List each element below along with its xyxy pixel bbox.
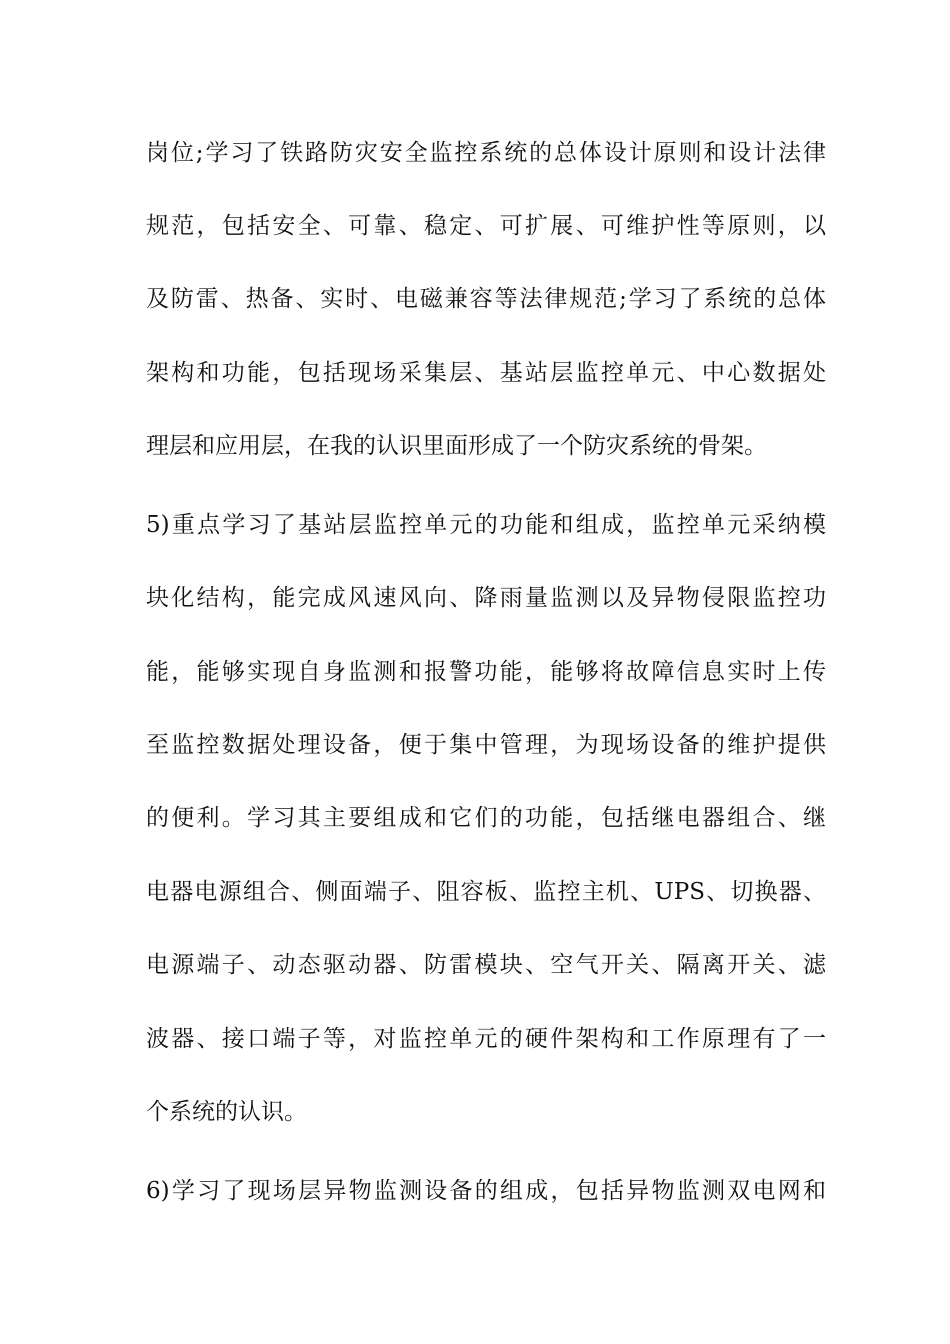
text-line: 能，能够实现自身监测和报警功能，能够将故障信息实时上传 xyxy=(146,659,826,685)
text-line: 岗位;学习了铁路防灾安全监控系统的总体设计原则和设计法律 xyxy=(146,140,826,166)
text-line: 至监控数据处理设备，便于集中管理，为现场设备的维护提供 xyxy=(146,732,826,758)
text-line: 个系统的认识。 xyxy=(146,1099,307,1125)
text-line: 的便利。学习其主要组成和它们的功能，包括继电器组合、继 xyxy=(146,805,826,831)
text-line: 电源端子、动态驱动器、防雷模块、空气开关、隔离开关、滤 xyxy=(146,952,826,978)
text-line: 波器、接口端子等，对监控单元的硬件架构和工作原理有了一 xyxy=(146,1026,826,1052)
text-line: 6)学习了现场层异物监测设备的组成，包括异物监测双电网和 xyxy=(146,1178,826,1204)
text-line: 块化结构，能完成风速风向、降雨量监测以及异物侵限监控功 xyxy=(146,585,826,611)
text-line: 电器电源组合、侧面端子、阻容板、监控主机、UPS、切换器、 xyxy=(146,879,826,905)
text-line: 架构和功能，包括现场采集层、基站层监控单元、中心数据处 xyxy=(146,360,826,386)
text-line: 5)重点学习了基站层监控单元的功能和组成，监控单元采纳模 xyxy=(146,512,826,538)
text-line: 理层和应用层，在我的认识里面形成了一个防灾系统的骨架。 xyxy=(146,433,767,459)
text-line: 及防雷、热备、实时、电磁兼容等法律规范;学习了系统的总体 xyxy=(146,286,826,312)
text-line: 规范，包括安全、可靠、稳定、可扩展、可维护性等原则，以 xyxy=(146,213,826,239)
